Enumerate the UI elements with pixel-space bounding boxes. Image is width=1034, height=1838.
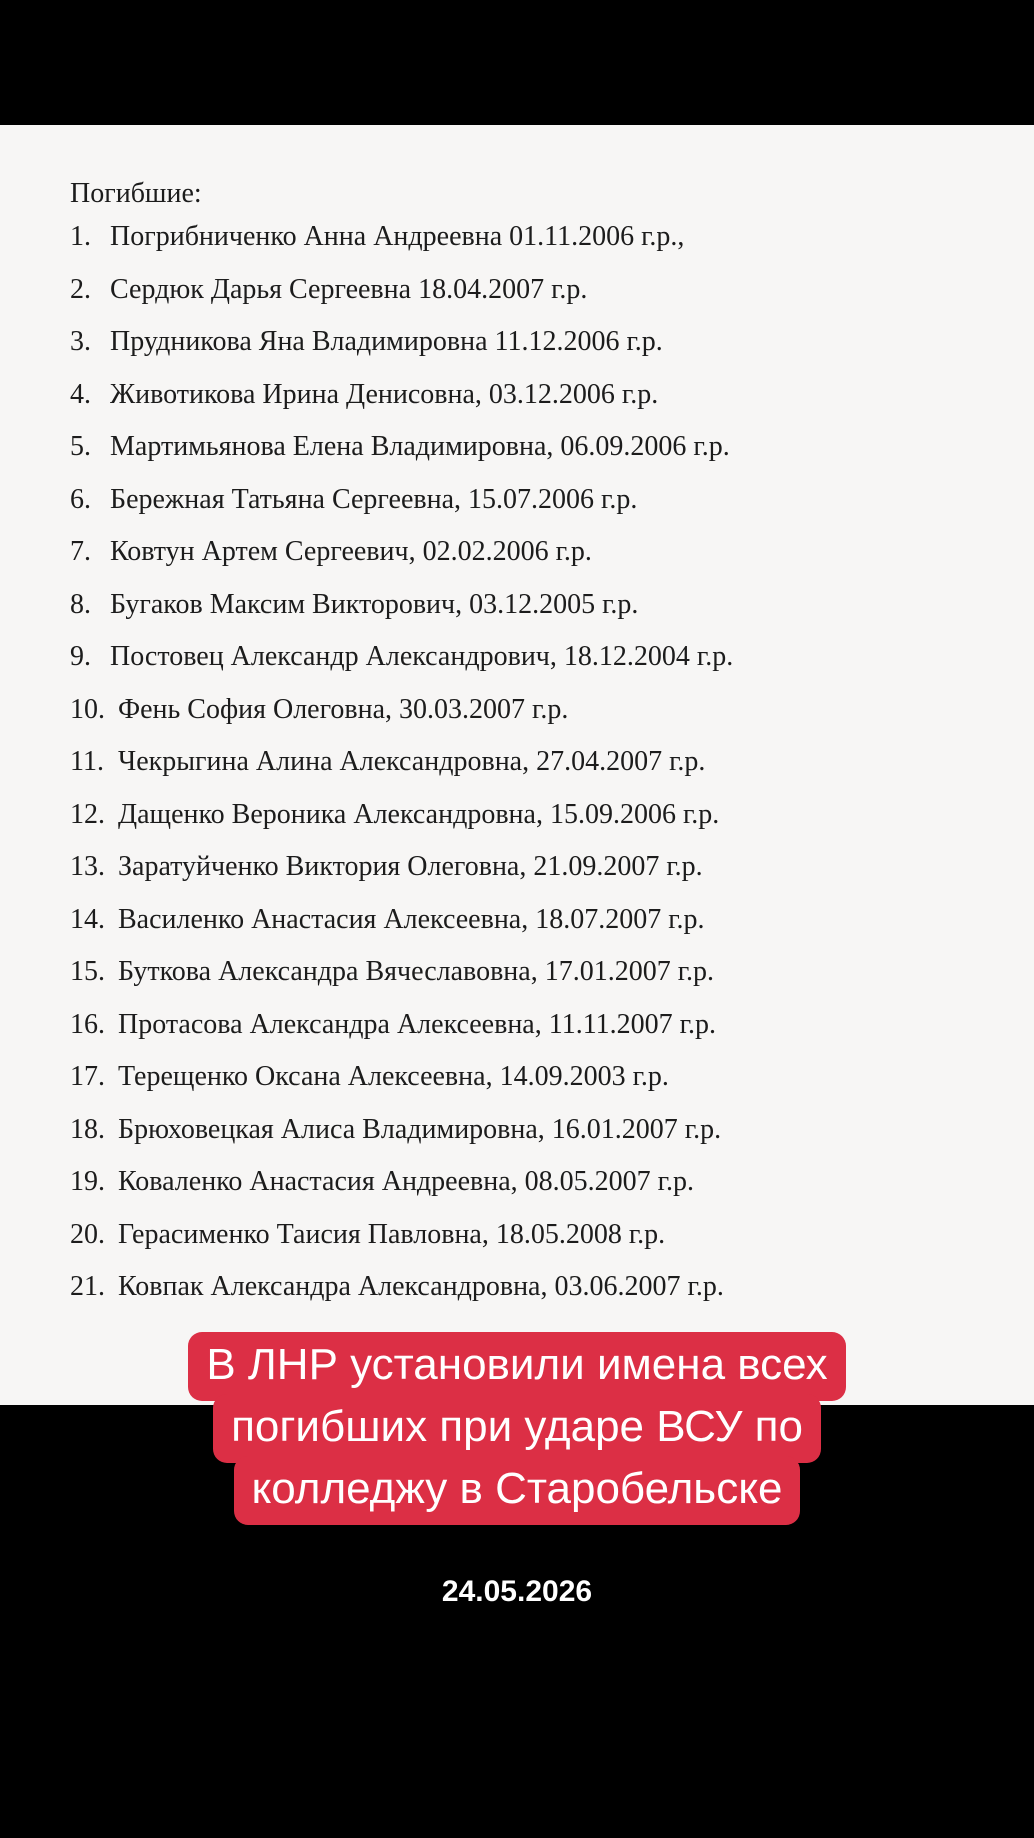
list-item xyxy=(70,841,733,894)
list-item xyxy=(70,1156,733,1209)
item-text: Фень София Олеговна, 30.03.2007 г.р. xyxy=(118,693,569,725)
item-number: 4. xyxy=(70,378,91,410)
headline-line: колледжу в Старобельске xyxy=(234,1456,801,1525)
item-text: Чекрыгина Алина Александровна, 27.04.2007 г.р. xyxy=(118,746,706,777)
item-number: 20. xyxy=(70,1218,105,1250)
list-item xyxy=(70,1261,733,1314)
item-number: 17. xyxy=(70,1061,105,1092)
list-item xyxy=(70,736,733,789)
list-item xyxy=(70,684,733,737)
item-text: Прудникова Яна Владимировна 11.12.2006 г.р. xyxy=(110,326,663,357)
item-number: 10. xyxy=(70,693,105,725)
item-text: Буткова Александра Вячеславовна, 17.01.2007 г.р. xyxy=(118,956,715,987)
list-item xyxy=(70,1209,733,1262)
list-item xyxy=(70,211,733,264)
item-number: 11. xyxy=(70,746,104,777)
post-date: 24.05.2026 xyxy=(441,1575,593,1608)
item-text: Коваленко Анастасия Андреевна, 08.05.2007 г.р. xyxy=(118,1166,694,1197)
headline-caption xyxy=(0,1332,1034,1518)
list-item xyxy=(70,1051,733,1104)
item-text: Животикова Ирина Денисовна, 03.12.2006 г.р. xyxy=(110,378,659,410)
headline-line: погибших при ударе ВСУ по xyxy=(213,1394,821,1463)
list-item xyxy=(70,316,733,369)
list-item xyxy=(70,1104,733,1157)
item-number: 6. xyxy=(70,483,91,515)
item-number: 15. xyxy=(70,956,105,987)
item-number: 18. xyxy=(70,1113,105,1145)
item-number: 1. xyxy=(70,221,91,252)
item-number: 8. xyxy=(70,588,91,620)
item-number: 5. xyxy=(70,431,91,462)
item-number: 19. xyxy=(70,1166,105,1197)
item-number: 16. xyxy=(70,1008,105,1040)
list-item xyxy=(70,579,733,632)
list-item xyxy=(70,789,733,842)
item-text: Василенко Анастасия Алексеевна, 18.07.2007 г.р. xyxy=(118,903,705,935)
list-item xyxy=(70,894,733,947)
list-item xyxy=(70,264,733,317)
item-text: Заратуйченко Виктория Олеговна, 21.09.2007 г.р. xyxy=(118,851,703,882)
list-item xyxy=(70,999,733,1052)
item-text: Терещенко Оксана Алексеевна, 14.09.2003 г.р. xyxy=(118,1061,669,1092)
item-text: Дащенко Вероника Александровна, 15.09.2006 г.р. xyxy=(118,798,720,830)
item-number: 7. xyxy=(70,536,91,567)
item-text: Сердюк Дарья Сергеевна 18.04.2007 г.р. xyxy=(110,273,588,305)
item-number: 3. xyxy=(70,326,91,357)
list-item xyxy=(70,631,733,684)
list-item xyxy=(70,474,733,527)
item-number: 9. xyxy=(70,641,91,672)
item-text: Герасименко Таисия Павловна, 18.05.2008 г.р. xyxy=(118,1218,666,1250)
item-number: 13. xyxy=(70,851,105,882)
item-text: Ковтун Артем Сергеевич, 02.02.2006 г.р. xyxy=(110,536,592,567)
item-text: Ковпак Александра Александровна, 03.06.2007 г.р. xyxy=(118,1271,724,1302)
item-text: Брюховецкая Алиса Владимировна, 16.01.2007 г.р. xyxy=(118,1113,722,1145)
item-number: 14. xyxy=(70,903,105,935)
item-text: Протасова Александра Алексеевна, 11.11.2007 г.р. xyxy=(118,1008,716,1040)
item-text: Постовец Александр Александрович, 18.12.2004 г.р. xyxy=(110,641,734,672)
item-number: 2. xyxy=(70,273,91,305)
victims-list xyxy=(70,211,733,1314)
item-number: 21. xyxy=(70,1271,105,1302)
item-text: Бугаков Максим Викторович, 03.12.2005 г.р. xyxy=(110,588,639,620)
list-item xyxy=(70,526,733,579)
list-item xyxy=(70,946,733,999)
item-number: 12. xyxy=(70,798,105,830)
list-item xyxy=(70,421,733,474)
headline-line: В ЛНР установили имена всех xyxy=(188,1332,845,1401)
document-heading: Погибшие: xyxy=(70,178,202,209)
item-text: Погрибниченко Анна Андреевна 01.11.2006 г.р., xyxy=(110,221,685,252)
list-item xyxy=(70,369,733,422)
item-text: Бережная Татьяна Сергеевна, 15.07.2006 г.р. xyxy=(110,483,638,515)
item-text: Мартимьянова Елена Владимировна, 06.09.2006 г.р. xyxy=(110,431,730,462)
